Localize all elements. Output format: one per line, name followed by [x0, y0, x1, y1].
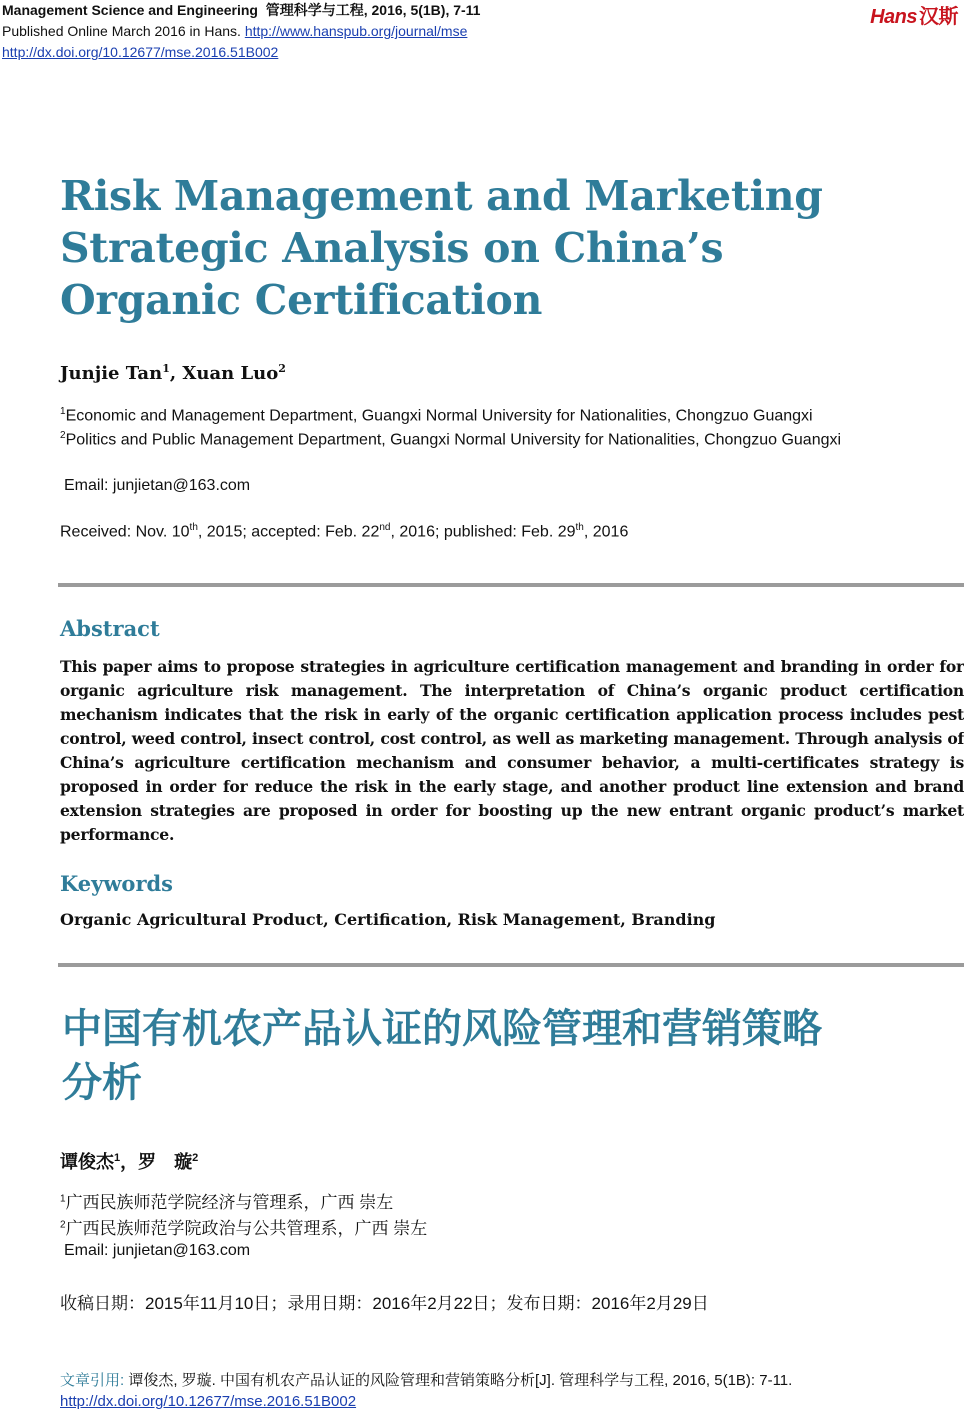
abstract-heading: Abstract	[60, 616, 160, 641]
ordinal-sup: th	[189, 522, 198, 533]
title-en-line: Strategic Analysis on China’s	[60, 224, 724, 272]
hans-logo	[870, 0, 958, 29]
author-separator: ，	[120, 1152, 139, 1172]
affil-text: Economic and Management Department, Guangxi Normal University for Nationalities, Chongzuo Guangxi	[65, 407, 813, 425]
published-line	[2, 21, 467, 42]
author-name: 谭俊杰	[60, 1152, 114, 1172]
title-cn-line: 分析	[62, 1060, 142, 1106]
author-separator: ,	[169, 363, 183, 384]
received-text: , 2016	[583, 523, 629, 541]
affil-text: 广西民族师范学院经济与管理系，广西 崇左	[65, 1193, 394, 1212]
authors-cn	[60, 1148, 198, 1174]
affiliation-2-cn	[60, 1214, 427, 1239]
received-text: , 2016; published: Feb. 29	[390, 523, 576, 541]
affil-text: Politics and Public Management Department, Guangxi Normal University for Nationalities, Chongzuo Guangxi	[65, 431, 842, 449]
journal-issue: , 2016, 5(1B), 7-11	[363, 2, 481, 18]
received-dates-en	[60, 522, 628, 541]
ordinal-sup: th	[575, 522, 584, 533]
author-affil-sup: 2	[278, 362, 286, 375]
received-text: , 2015; accepted: Feb. 22	[197, 523, 380, 541]
author-affil-sup: 2	[192, 1152, 199, 1164]
published-text: Published Online March 2016 in Hans.	[2, 23, 241, 39]
received-dates-cn: 收稿日期：2015年11月10日；录用日期：2016年2月22日；发布日期：2016年2月29日	[60, 1294, 709, 1313]
authors-en	[60, 362, 286, 384]
citation-block	[60, 1370, 792, 1412]
journal-name-cn: 管理科学与工程	[265, 2, 364, 18]
keywords-heading: Keywords	[60, 871, 174, 896]
abstract-body: This paper aims to propose strategies in agriculture certification management and branding in order for organic agriculture risk management. The interpretation of China’s organic product certification mechanism indicates that the risk in early of the organic certification application process includes pest control, weed control, insect control, cost control, as well as marketing management. Through analysis of China’s agriculture certification mechanism and consumer behavior, a multi-certificates strategy is proposed in order for reduce the risk in the early stage, and another product line extension and brand extension strategies are proposed in order for boosting up the new entrant organic product’s market performance.	[60, 657, 964, 844]
affiliation-2-en	[60, 424, 940, 452]
email-cn: Email: junjietan@163.com	[64, 1242, 251, 1259]
journal-link[interactable]: http://www.hanspub.org/journal/mse	[244, 23, 468, 39]
journal-header	[2, 0, 480, 21]
logo-text-en: Hans	[870, 6, 917, 28]
citation-line	[60, 1370, 792, 1391]
title-en-line: Risk Management and Marketing	[60, 172, 823, 220]
affil-sup: 2	[60, 430, 66, 441]
affiliation-1-cn	[60, 1188, 393, 1213]
logo-text-cn: 汉斯	[919, 6, 958, 28]
citation-label: 文章引用:	[60, 1372, 125, 1389]
section-divider	[58, 583, 964, 587]
affil-sup: 1	[60, 406, 66, 417]
doi-line	[2, 42, 278, 63]
author-affil-sup: 1	[162, 362, 170, 375]
keywords-body: Organic Agricultural Product, Certification, Risk Management, Branding	[60, 910, 716, 929]
affil-sup: 1	[60, 1193, 66, 1205]
citation-text: 谭俊杰, 罗璇. 中国有机农产品认证的风险管理和营销策略分析[J]. 管理科学与工程, 2016, 5(1B): 7-11.	[128, 1372, 793, 1389]
citation-doi-link[interactable]: http://dx.doi.org/10.12677/mse.2016.51B002	[60, 1393, 357, 1410]
affil-text: 广西民族师范学院政治与公共管理系，广西 崇左	[65, 1219, 428, 1238]
author-name: 罗 璇	[138, 1152, 193, 1172]
section-divider	[58, 963, 964, 967]
author-name: Junjie Tan	[60, 363, 163, 384]
author-affil-sup: 1	[114, 1152, 121, 1164]
ordinal-sup: nd	[379, 522, 391, 533]
received-text: Received: Nov. 10	[60, 523, 190, 541]
author-name: Xuan Luo	[182, 363, 279, 384]
email-en: Email: junjietan@163.com	[64, 477, 251, 494]
paper-title-cn	[62, 1002, 942, 1110]
doi-link[interactable]: http://dx.doi.org/10.12677/mse.2016.51B002	[2, 44, 279, 60]
affil-sup: 2	[60, 1219, 66, 1231]
paper-title-en	[60, 170, 860, 326]
title-cn-line: 中国有机农产品认证的风险管理和营销策略	[62, 1006, 822, 1052]
title-en-line: Organic Certification	[60, 276, 543, 324]
journal-name-en: Management Science and Engineering	[2, 2, 258, 18]
